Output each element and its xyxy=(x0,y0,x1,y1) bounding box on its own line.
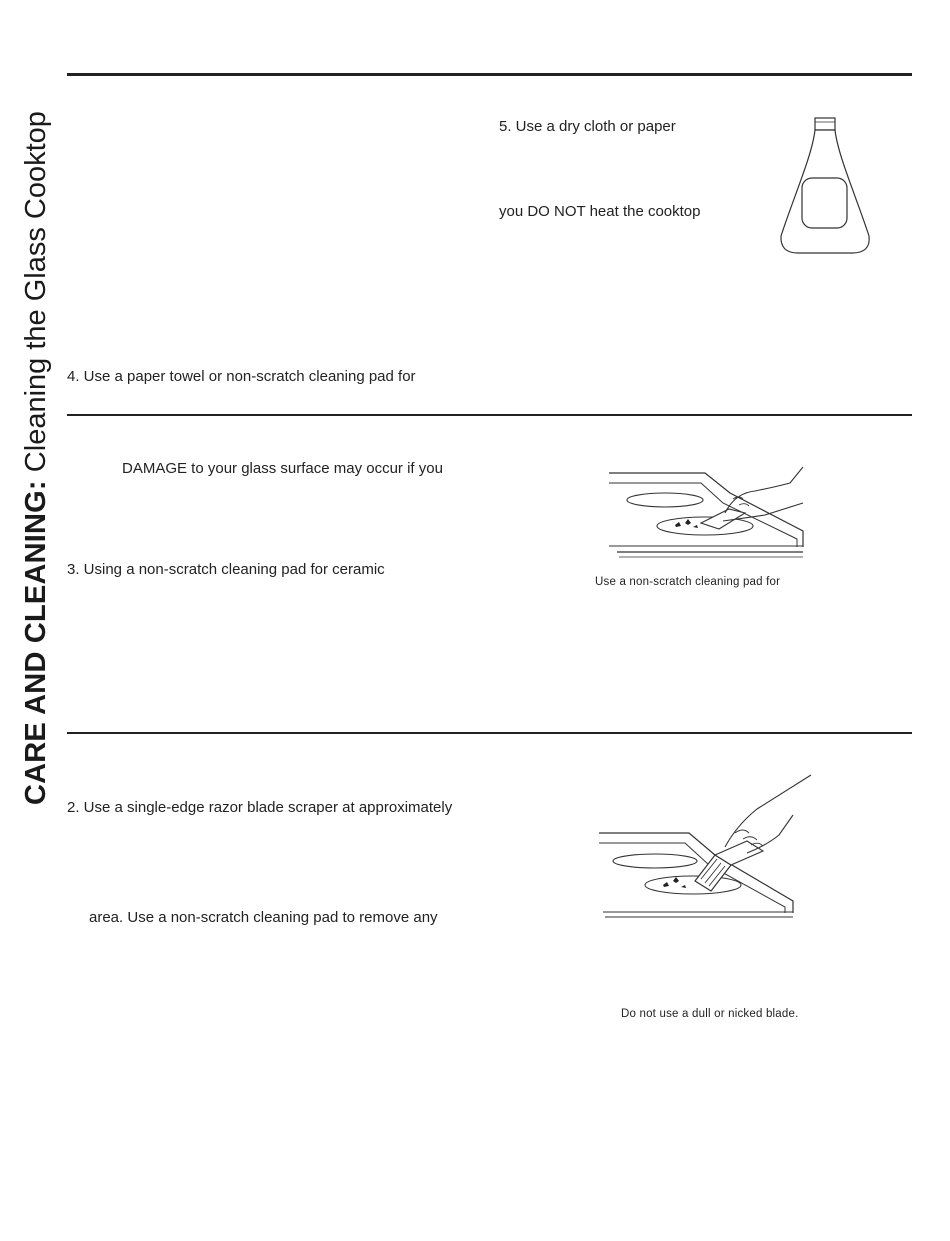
step-5-note: you DO NOT heat the cooktop xyxy=(499,203,701,220)
section-title-bold: CARE AND CLEANING: xyxy=(20,480,52,805)
razor-scraper-illustration xyxy=(597,775,802,920)
blade-caption: Do not use a dull or nicked blade. xyxy=(621,1008,799,1020)
section-divider-1 xyxy=(67,414,912,416)
step-3-text: 3. Using a non-scratch cleaning pad for ceramic xyxy=(67,561,385,578)
pad-caption: Use a non-scratch cleaning pad for xyxy=(595,576,781,588)
damage-warning-text: DAMAGE to your glass surface may occur if you xyxy=(122,460,443,477)
cleaning-pad-illustration xyxy=(605,463,810,563)
step-4-text: 4. Use a paper towel or non-scratch cleaning pad for xyxy=(67,368,416,385)
section-title-light: Cleaning the Glass Cooktop xyxy=(20,111,52,473)
step-2-continued: area. Use a non-scratch cleaning pad to remove any xyxy=(89,909,438,926)
step-2-text: 2. Use a single-edge razor blade scraper at approximately xyxy=(67,799,453,816)
section-title xyxy=(16,25,56,805)
cleaner-bottle-icon xyxy=(778,116,873,256)
step-5-text: 5. Use a dry cloth or paper xyxy=(499,118,676,135)
section-divider-2 xyxy=(67,732,912,734)
top-divider xyxy=(67,73,912,76)
